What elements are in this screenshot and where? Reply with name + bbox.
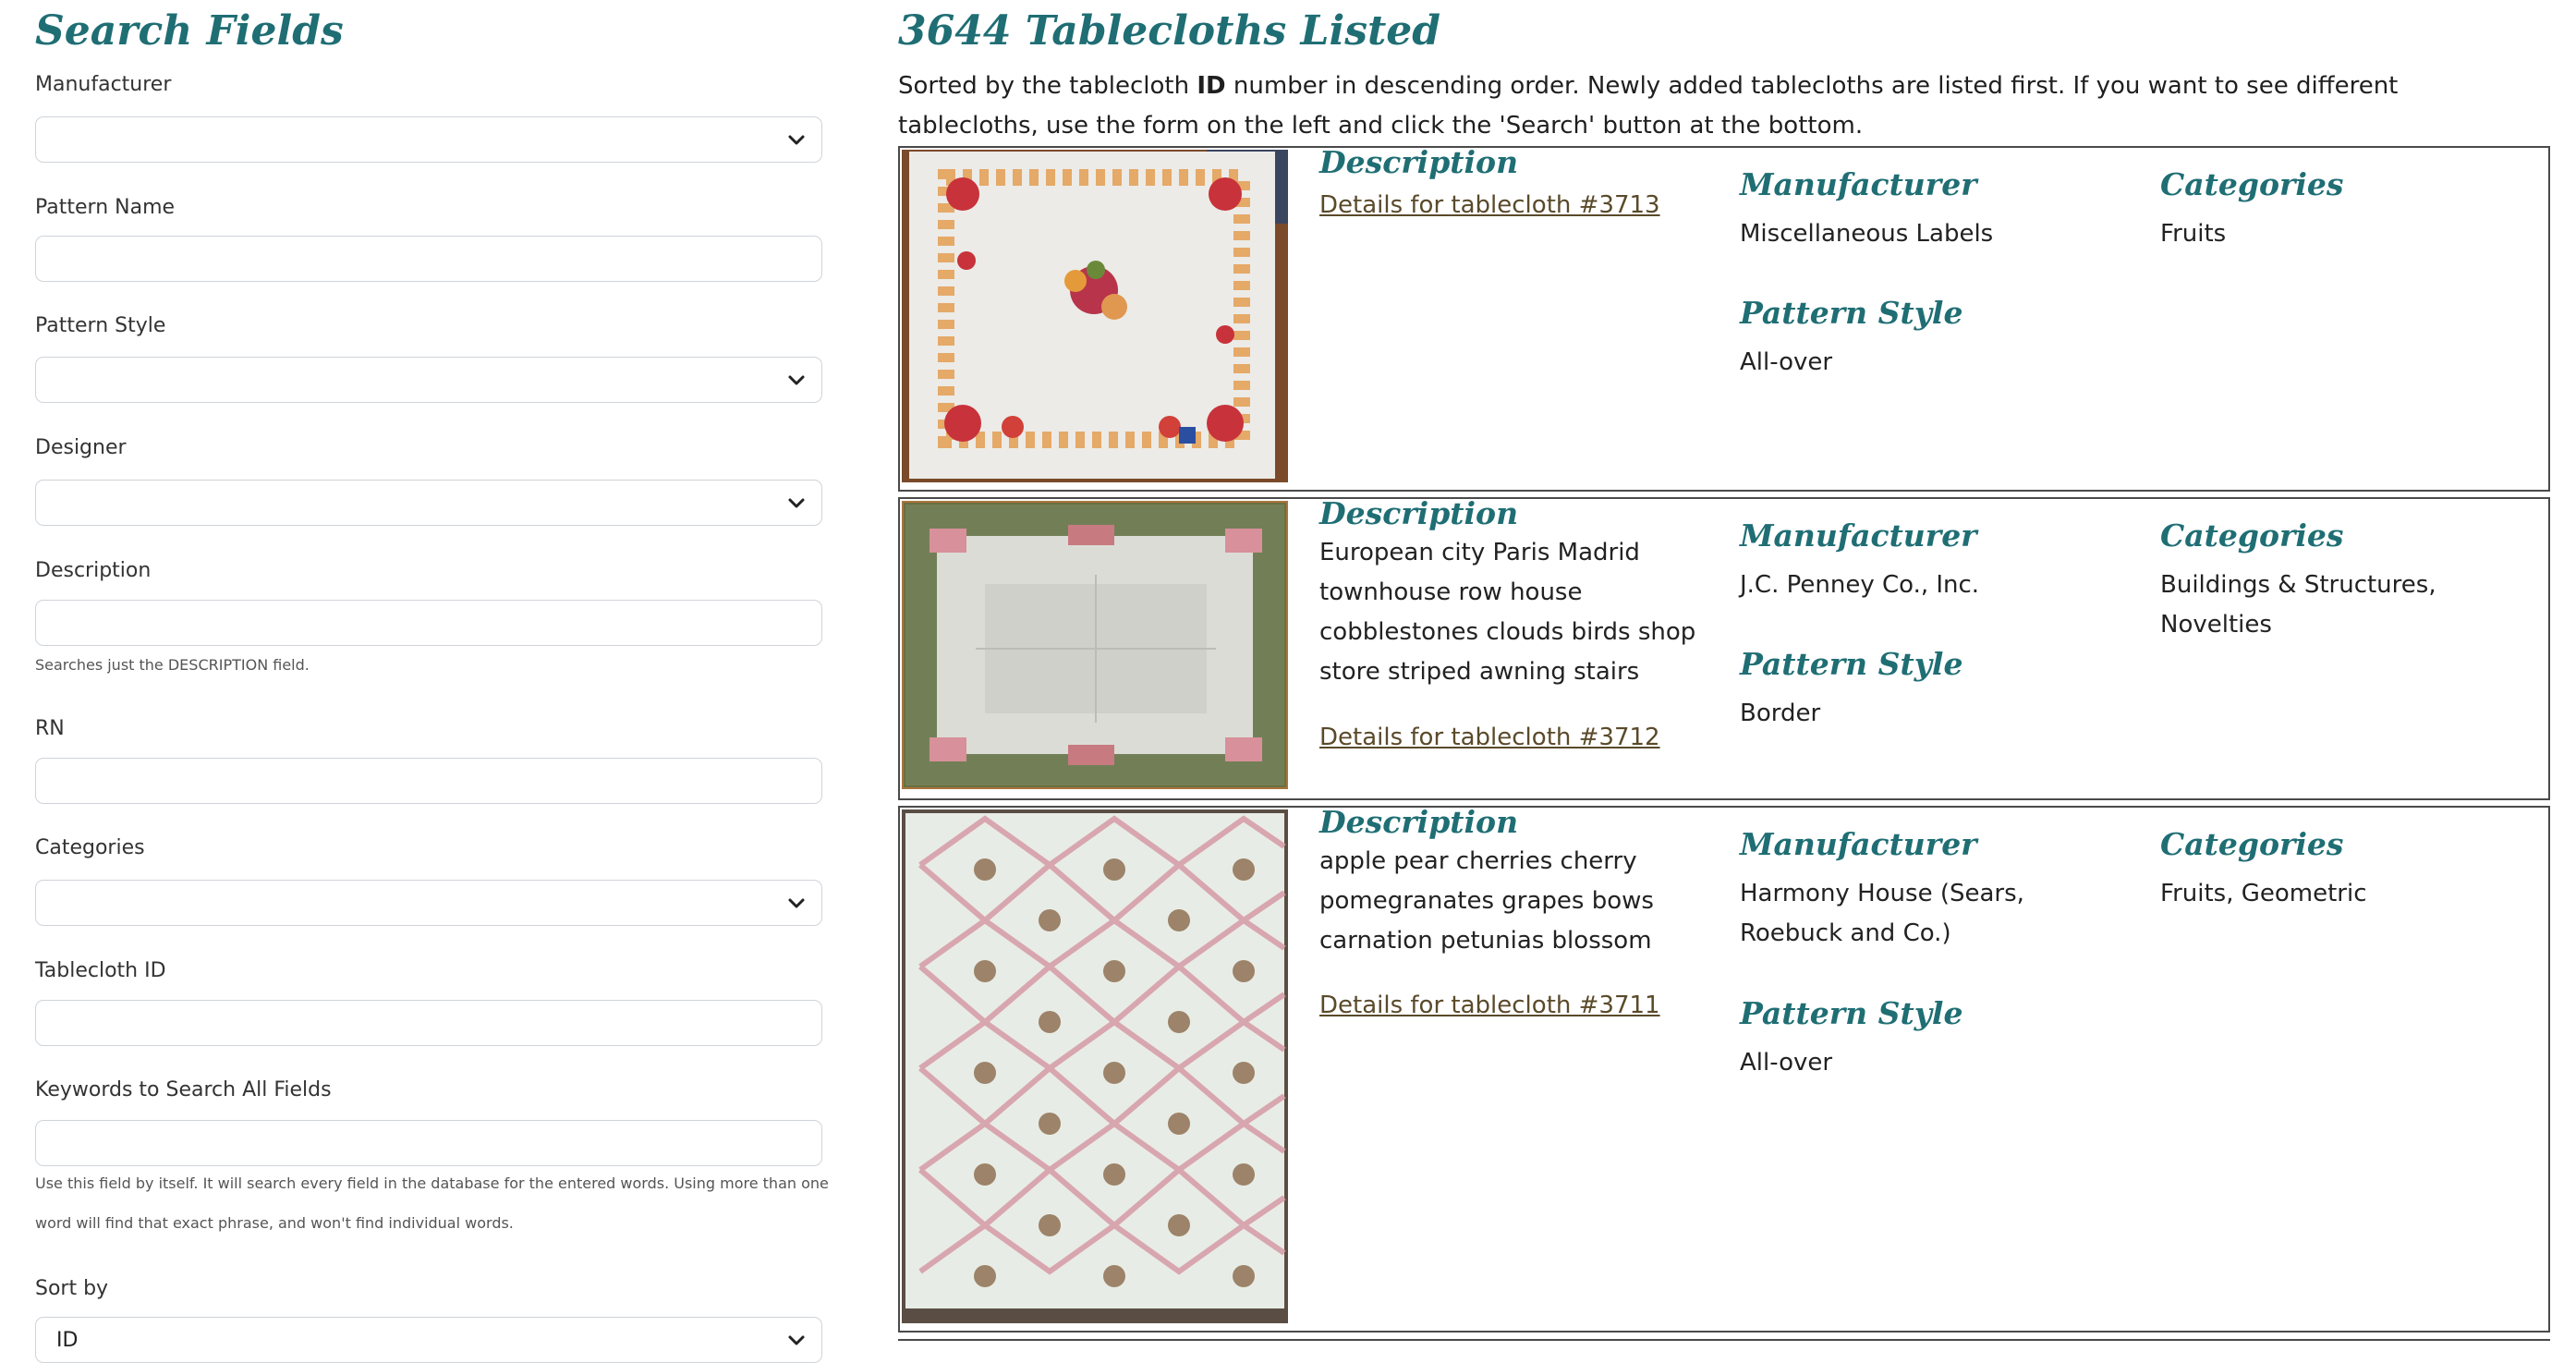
rn-label: RN <box>35 717 65 740</box>
tablecloth-card <box>898 146 2550 492</box>
intro-text-bold: ID <box>1197 72 1226 100</box>
keywords-input[interactable] <box>36 1121 821 1165</box>
item-pattern-style: All-over <box>1740 1049 1833 1077</box>
details-link-3713[interactable]: Details for tablecloth #3713 <box>1319 191 1660 219</box>
item-categories: Buildings & Structures, Novelties <box>2160 571 2436 639</box>
tablecloth-photo[interactable] <box>902 150 1288 482</box>
designer-select[interactable] <box>35 480 822 526</box>
tablecloth-card <box>898 806 2550 1333</box>
rn-field-box <box>35 758 822 804</box>
item-manufacturer: Harmony House (Sears, Roebuck and Co.) <box>1740 880 2024 947</box>
item-description: apple pear cherries cherry pomegranates grapes bows carnation petunias blossom <box>1319 847 1654 955</box>
details-link-3712[interactable]: Details for tablecloth #3712 <box>1319 724 1660 751</box>
chevron-down-icon <box>786 893 807 913</box>
keywords-label: Keywords to Search All Fields <box>35 1078 332 1101</box>
categories-heading: Categories <box>2160 517 2344 554</box>
sort-by-select-value: ID <box>56 1329 79 1352</box>
tablecloth-id-input[interactable] <box>36 1001 821 1045</box>
pattern-style-heading: Pattern Style <box>1740 646 1963 682</box>
keywords-help-line-2: word will find that exact phrase, and won't find individual words. <box>35 1214 514 1232</box>
categories-heading: Categories <box>2160 166 2344 202</box>
sidebar-title: Search Fields <box>35 7 344 55</box>
keywords-help-line-1: Use this field by itself. It will search every field in the database for the entered words. Using more than one <box>35 1174 829 1192</box>
description-label: Description <box>35 559 152 582</box>
pattern-name-label: Pattern Name <box>35 196 176 219</box>
item-pattern-style: All-over <box>1740 348 1833 376</box>
manufacturer-heading: Manufacturer <box>1740 517 1977 554</box>
details-link-3711[interactable]: Details for tablecloth #3711 <box>1319 992 1660 1019</box>
results-title: 3644 Tablecloths Listed <box>898 7 1441 55</box>
keywords-field-box <box>35 1120 822 1166</box>
sort-by-label: Sort by <box>35 1277 109 1300</box>
designer-label: Designer <box>35 436 127 459</box>
description-input[interactable] <box>36 601 821 645</box>
description-heading: Description <box>1319 804 1519 840</box>
item-description: European city Paris Madrid townhouse row house cobblestones clouds birds shop store striped awning stairs <box>1319 539 1696 686</box>
pattern-style-heading: Pattern Style <box>1740 995 1963 1031</box>
intro-text-part-1: Sorted by the tablecloth <box>898 72 1197 100</box>
manufacturer-label: Manufacturer <box>35 73 172 96</box>
item-categories: Fruits, Geometric <box>2160 880 2367 907</box>
pattern-style-select[interactable] <box>35 357 822 403</box>
tablecloth-card <box>898 497 2550 800</box>
pattern-name-input[interactable] <box>36 237 821 281</box>
chevron-down-icon <box>786 1330 807 1350</box>
item-categories: Fruits <box>2160 220 2227 248</box>
pattern-name-field-box <box>35 236 822 282</box>
description-heading: Description <box>1319 495 1519 531</box>
rn-input[interactable] <box>36 759 821 803</box>
manufacturer-select[interactable] <box>35 116 822 163</box>
tablecloth-id-label: Tablecloth ID <box>35 959 166 982</box>
item-pattern-style: Border <box>1740 700 1821 727</box>
description-field-box <box>35 600 822 646</box>
manufacturer-heading: Manufacturer <box>1740 166 1977 202</box>
intro-text-part-2: number in descending order. Newly added tablecloths are listed first. If you want to see different tablecloths, use the form on the left and click the 'Search' button at the bottom. <box>898 72 2399 140</box>
categories-label: Categories <box>35 836 145 859</box>
categories-select[interactable] <box>35 880 822 926</box>
tablecloth-id-field-box <box>35 1000 822 1046</box>
description-help-text: Searches just the DESCRIPTION field. <box>35 656 310 674</box>
tablecloth-photo[interactable] <box>902 809 1288 1323</box>
item-manufacturer: Miscellaneous Labels <box>1740 220 1994 248</box>
sort-by-select[interactable] <box>35 1317 822 1363</box>
item-manufacturer: J.C. Penney Co., Inc. <box>1740 571 1980 599</box>
tablecloth-photo[interactable] <box>902 501 1288 789</box>
categories-heading: Categories <box>2160 826 2344 862</box>
pattern-style-label: Pattern Style <box>35 314 166 337</box>
description-heading: Description <box>1319 144 1519 180</box>
results-intro <box>898 67 2543 146</box>
chevron-down-icon <box>786 129 807 150</box>
manufacturer-heading: Manufacturer <box>1740 826 1977 862</box>
chevron-down-icon <box>786 370 807 390</box>
chevron-down-icon <box>786 493 807 513</box>
pattern-style-heading: Pattern Style <box>1740 295 1963 331</box>
